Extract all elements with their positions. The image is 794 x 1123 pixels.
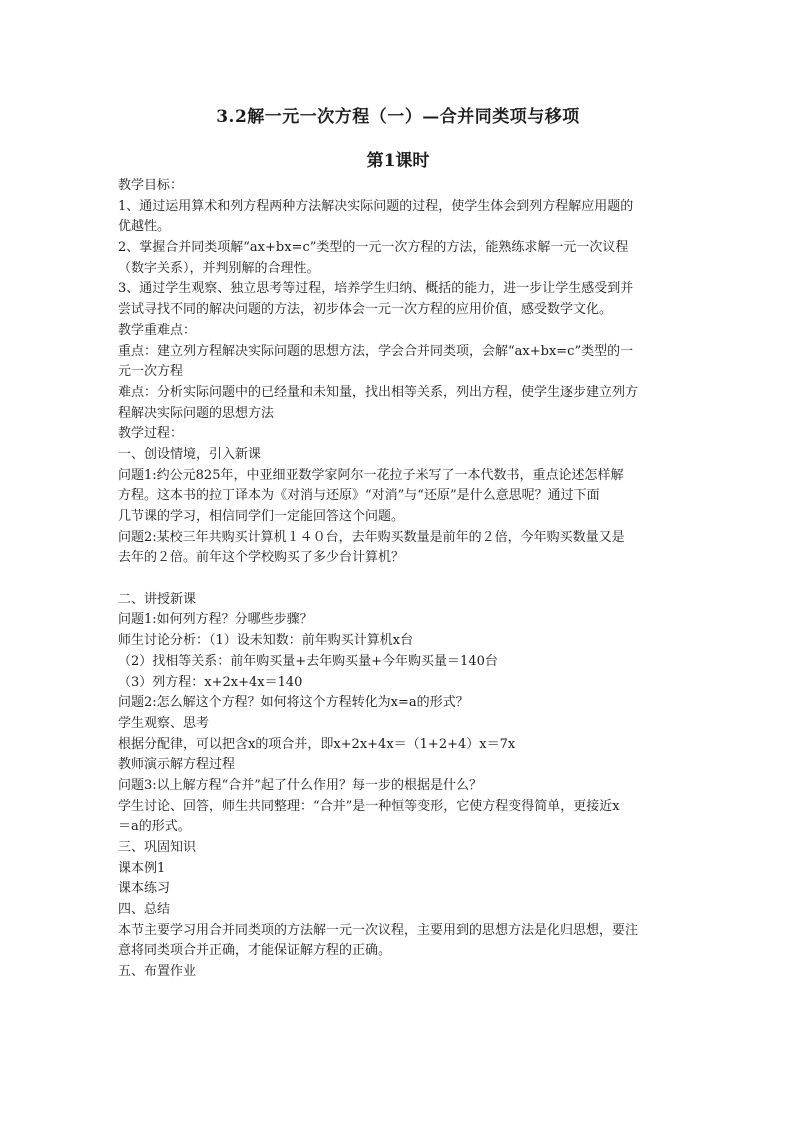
blank-line: [118, 569, 678, 590]
text-line: 几节课的学习，相信同学们一定能回答这个问题。: [118, 509, 405, 524]
text-line: 课本例1: [118, 860, 166, 876]
text-line: 元一次方程: [118, 364, 184, 380]
text-line: 教学目标：: [118, 178, 184, 193]
text-line: 问题1:约公元825年，中亚细亚数学家阿尔一花拉子米写了一本代数书，重点论述怎样解: [118, 467, 624, 483]
text-line: 去年的２倍。前年这个学校购买了多少台计算机？: [118, 550, 405, 566]
text-line: 重点：建立列方程解决实际问题的思想方法，学会合并同类项，会解“ax+bx=c”类型的一: [118, 343, 634, 359]
text-line: 教师演示解方程过程: [118, 757, 236, 773]
text-line: 难点：分析实际问题中的已经量和未知量，找出相等关系，列出方程，使学生逐步建立列方: [118, 384, 639, 400]
page-subtitle: 第1课时: [366, 151, 430, 171]
text-line: 学生讨论、回答，师生共同整理：“合并”是一种恒等变形，它使方程变得简单，更接近x: [118, 798, 620, 814]
text-line: 程解决实际问题的思想方法: [118, 405, 275, 421]
text-line: 方程。这本书的拉丁译本为《对消与还原》“对消”与“还原”是什么意思呢？通过下面: [118, 488, 600, 504]
text-line: 五、布置作业: [118, 964, 197, 980]
text-line: 课本练习: [118, 881, 171, 897]
page-title: 3.2解一元一次方程（一）—合并同类项与移项: [216, 107, 580, 127]
text-line: 四、总结: [118, 902, 171, 918]
text-line: 优越性。: [118, 219, 171, 235]
text-line: （2）找相等关系：前年购买量+去年购买量+今年购买量＝140台: [118, 653, 498, 669]
text-line: 三、巩固知识: [118, 840, 197, 855]
text-line: 3、通过学生观察、独立思考等过程，培养学生归纳、概括的能力，进一步让学生感受到并: [118, 281, 634, 297]
text-line: （3）列方程：x+2x+4x＝140: [118, 674, 303, 690]
text-line: 问题2:怎么解这个方程？如何将这个方程转化为x=a的形式？: [118, 695, 469, 711]
text-line: ＝a的形式。: [118, 819, 191, 835]
text-line: 问题1:如何列方程？分哪些步骤？: [118, 612, 313, 628]
text-line: 尝试寻找不同的解决问题的方法，初步体会一元一次方程的应用价值，感受数学文化。: [118, 302, 613, 318]
text-line: 学生观察、思考: [118, 715, 210, 731]
text-line: 师生讨论分析：（1）设未知数：前年购买计算机x台: [118, 633, 414, 649]
document-page: [118, 104, 678, 983]
text-line: 2、掌握合并同类项解“ax+bx=c”类型的一元一次方程的方法，能熟练求解一元一次议程: [118, 240, 629, 256]
text-line: （数字关系），并判别解的合理性。: [118, 260, 320, 276]
text-line: 1、通过运用算术和列方程两种方法解决实际问题的过程，使学生体会到列方程解应用题的: [118, 198, 634, 214]
text-line: 教学过程：: [118, 426, 184, 442]
text-line: 意将同类项合并正确，才能保证解方程的正确。: [118, 943, 392, 959]
text-line: 问题3:以上解方程“合并”起了什么作用？每一步的根据是什么？: [118, 777, 482, 793]
text-line: 本节主要学习用合并同类项的方法解一元一次议程，主要用到的思想方法是化归思想，要注: [118, 922, 639, 938]
text-line: 二、讲授新课: [118, 591, 197, 607]
text-line: 问题2:某校三年共购买计算机１４０台，去年购买数量是前年的２倍，今年购买数量又是: [118, 529, 625, 545]
text-line: 一、创设情境，引入新课: [118, 446, 262, 462]
text-line: 教学重难点：: [118, 322, 197, 338]
text-line: 根据分配律，可以把含x的项合并，即x+2x+4x＝（1+2+4）x＝7x: [118, 736, 516, 752]
document-body: [118, 176, 678, 983]
